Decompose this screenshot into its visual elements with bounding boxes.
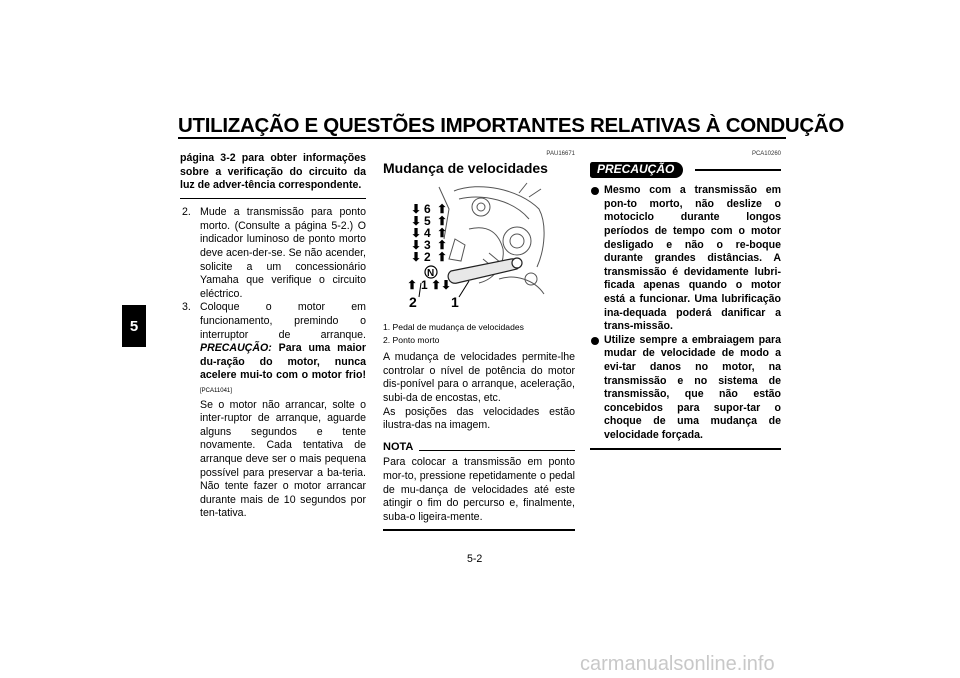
gear-label-1: 1 (421, 278, 428, 293)
paragraph-2: As posições das velocidades estão ilustra-das na imagem. (383, 405, 575, 432)
arrow-up-icon: ⬆ (437, 226, 448, 241)
gear-label-5: 5 (424, 214, 431, 229)
arrow-up-icon: ⬆ (437, 238, 448, 253)
caution-item (590, 334, 781, 443)
callout-2: 2 (409, 294, 417, 311)
caption-1: 1. Pedal de mudança de velocidades (383, 322, 524, 333)
title-rule (178, 137, 786, 139)
arrow-down-icon: ⬇ (411, 250, 422, 265)
step-text: Coloque o motor em funcionamento, premindo o interruptor de arranque. (200, 301, 366, 341)
nota-header (383, 441, 575, 455)
column-right (590, 148, 781, 457)
arrow-down-icon: ⬇ (411, 226, 422, 241)
section-heading: Mudança de velocidades (383, 159, 548, 176)
arrow-down-icon: ⬇ (411, 202, 422, 217)
arrow-up-icon: ⬆ (437, 202, 448, 217)
section-code: PAU16671 (546, 151, 575, 157)
gear-shift-illustration (399, 179, 549, 315)
step-3 (180, 301, 366, 521)
caution-badge: PRECAUÇÃO (590, 162, 683, 179)
column-left (180, 152, 366, 521)
arrow-down-icon: ⬇ (441, 278, 452, 293)
caption-2: 2. Ponto morto (383, 335, 440, 346)
caution-item-text: Mesmo com a transmissão em pon-to morto, não deslize o motociclo durante longos períodos de tempo com o motor desligado e não o re-boque durante grandes distâncias. A transmissão é devidamente lubri-ficada apenas quando o motor está a funcionar. Uma lubrificação ina-dequada poderá danificar a trans-missão. (604, 184, 781, 333)
nota-label: NOTA (383, 440, 414, 453)
caution-list (590, 184, 781, 442)
arrow-up-icon: ⬆ (431, 278, 442, 293)
section-rule (180, 198, 366, 200)
caution-text: Para uma maior du-ração do motor, nunca acelere mui-to com o motor frio! (200, 342, 366, 382)
caution-item (590, 184, 781, 334)
caution-inline (200, 342, 366, 381)
caution-code: [PCA11041] (200, 388, 232, 394)
caution-end-rule (590, 448, 781, 450)
bullet-icon (591, 337, 599, 345)
arrow-up-icon: ⬆ (407, 278, 418, 293)
caution-header (590, 162, 781, 179)
step-number: 2. (182, 206, 191, 219)
bullet-icon (591, 187, 599, 195)
chapter-tab: 5 (122, 305, 146, 347)
arrow-down-icon: ⬇ (411, 214, 422, 229)
arrow-down-icon: ⬇ (411, 238, 422, 253)
step-number: 3. (182, 301, 191, 314)
intro-text: página 3-2 para obter informações sobre a verificação do circuito da luz de adver-tência correspondente. (180, 152, 366, 192)
watermark: carmanualsonline.info (580, 653, 775, 675)
page-number: 5-2 (467, 553, 483, 565)
caution-rule (695, 169, 781, 171)
caution-code: PCA10260 (751, 151, 781, 157)
nota-text: Para colocar a transmissão em ponto mor-to, pressione repetidamente o pedal de mu-dança de velocidades até este atingir o fim do percurso e, finalmente, suba-o ligeira-mente. (383, 456, 575, 523)
gear-label-3: 3 (424, 238, 431, 253)
gear-label-6: 6 (424, 202, 431, 217)
gear-label-4: 4 (424, 226, 431, 241)
page-title: UTILIZAÇÃO E QUESTÕES IMPORTANTES RELATIVAS À CONDUÇÃO (178, 114, 845, 137)
column-middle (383, 148, 575, 538)
caution-label: PRECAUÇÃO: (200, 342, 272, 355)
paragraph-1: A mudança de velocidades permite-lhe controlar o nível de potência do motor dis-ponível para o arranque, aceleração, subi-da de encostas, etc. (383, 351, 575, 404)
arrow-up-icon: ⬆ (437, 214, 448, 229)
gear-label-2: 2 (424, 250, 431, 265)
nota-end-rule (383, 529, 575, 531)
gear-shift-figure (399, 179, 549, 315)
steps-list (180, 206, 366, 521)
neutral-label: N (427, 268, 435, 280)
step-3-after: Se o motor não arrancar, solte o inter-ruptor de arranque, aguarde alguns segundos e tente novamente. Cada tentativa de arranque deve ser o mais pequena possível para preservar a ba-teria. Não tente fazer o motor arrancar durante mais de 10 segundos por ten-tativa. (200, 398, 366, 520)
nota-rule (419, 450, 575, 452)
arrow-up-icon: ⬆ (437, 250, 448, 265)
caution-item-text: Utilize sempre a embraiagem para mudar de velocidade de modo a evi-tar danos no motor, na transmissão e no sistema de transmissão, que não estão concebidos para supor-tar o choque de uma mudança de velocidade forçada. (604, 333, 781, 441)
callout-1: 1 (451, 294, 459, 311)
step-2 (180, 206, 366, 301)
step-text: Mude a transmissão para ponto morto. (Consulte a página 5-2.) O indicador luminoso de ponto morto deve acen-der-se. Se não acender, solicite a um concessionário Yamaha que verifique o circuito eléctrico. (200, 206, 366, 300)
